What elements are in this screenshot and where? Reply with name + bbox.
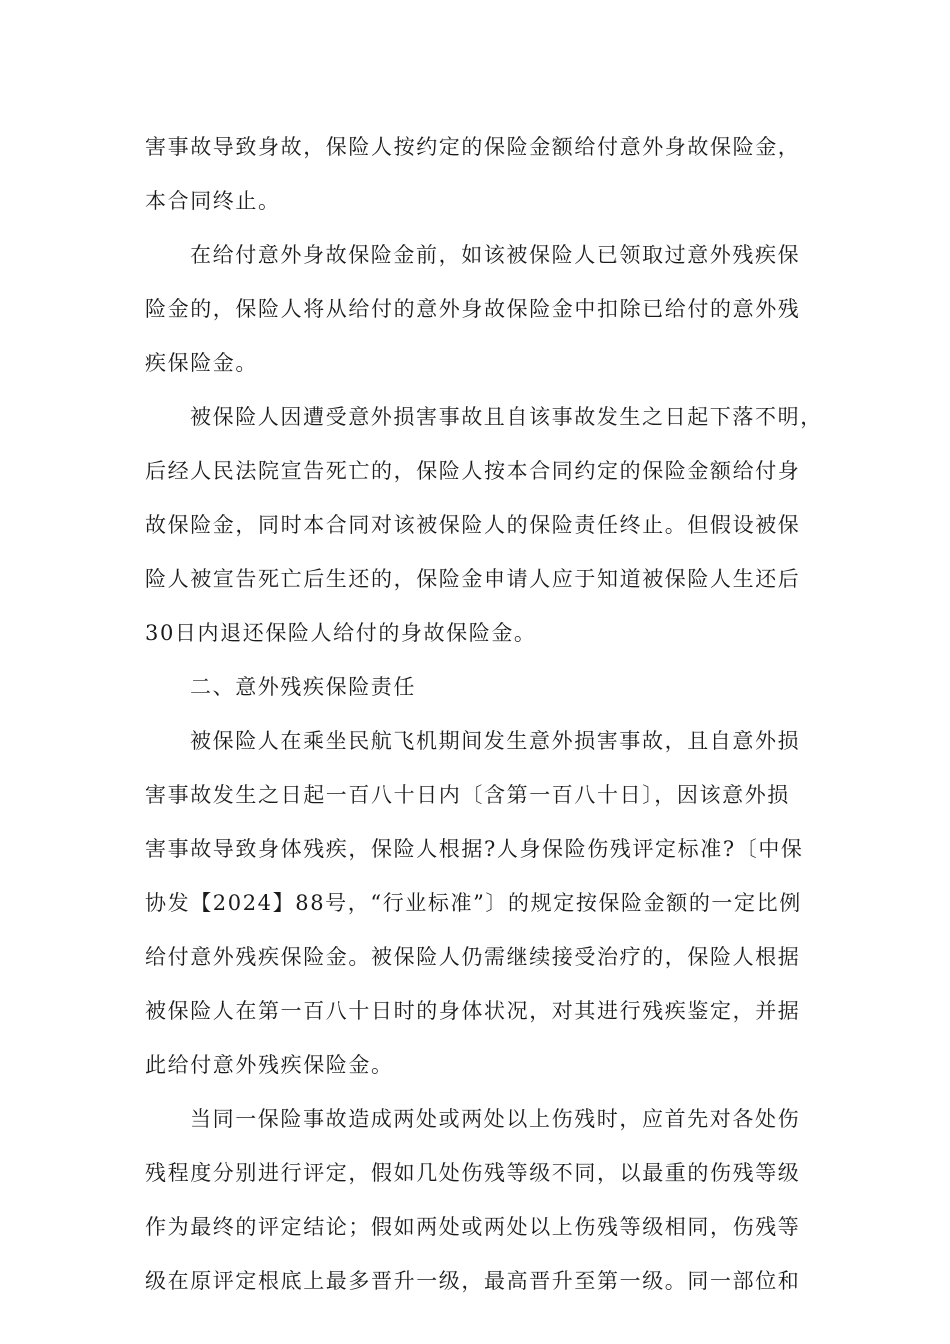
- text-line: 险金的，保险人将从给付的意外身故保险金中扣除已给付的意外残: [145, 297, 801, 321]
- paragraph-start-line: 当同一保险事故造成两处或两处以上伤残时，应首先对各处伤: [190, 1107, 801, 1131]
- text-line: 险人被宣告死亡后生还的，保险金申请人应于知道被保险人生还后: [145, 567, 801, 591]
- text-line: 协发【2024】88号，“行业标准”〕的规定按保险金额的一定比例: [145, 891, 802, 915]
- text-line: 本合同终止。: [145, 189, 281, 213]
- text-line: 疾保险金。: [145, 351, 258, 375]
- text-line: 残程度分别进行评定，假如几处伤残等级不同，以最重的伤残等级: [145, 1161, 801, 1185]
- text-line: 给付意外残疾保险金。被保险人仍需继续接受治疗的，保险人根据: [145, 945, 801, 969]
- text-line: 害事故导致身故，保险人按约定的保险金额给付意外身故保险金，: [145, 135, 801, 159]
- text-line: 级在原评定根底上最多晋升一级，最高晋升至第一级。同一部位和: [145, 1269, 801, 1293]
- text-line: 此给付意外残疾保险金。: [145, 1053, 394, 1077]
- text-line: 害事故发生之日起一百八十日内〔含第一百八十日〕，因该意外损: [145, 783, 790, 807]
- paragraph-start-line: 被保险人因遭受意外损害事故且自该事故发生之日起下落不明，: [190, 405, 823, 429]
- paragraph-start-line: 被保险人在乘坐民航飞机期间发生意外损害事故，且自意外损: [190, 729, 801, 753]
- section-heading: 二、意外残疾保险责任: [190, 675, 416, 699]
- text-line: 故保险金，同时本合同对该被保险人的保险责任终止。但假设被保: [145, 513, 801, 537]
- paragraph-start-line: 在给付意外身故保险金前，如该被保险人已领取过意外残疾保: [190, 243, 801, 267]
- text-line: 被保险人在第一百八十日时的身体状况，对其进行残疾鉴定，并据: [145, 999, 801, 1023]
- text-line: 作为最终的评定结论；假如两处或两处以上伤残等级相同，伤残等: [145, 1215, 801, 1239]
- text-line: 后经人民法院宣告死亡的，保险人按本合同约定的保险金额给付身: [145, 459, 801, 483]
- text-line: 30日内退还保险人给付的身故保险金。: [145, 621, 537, 645]
- text-line: 害事故导致身体残疾，保险人根据?人身保险伤残评定标准?〔中保: [145, 837, 804, 861]
